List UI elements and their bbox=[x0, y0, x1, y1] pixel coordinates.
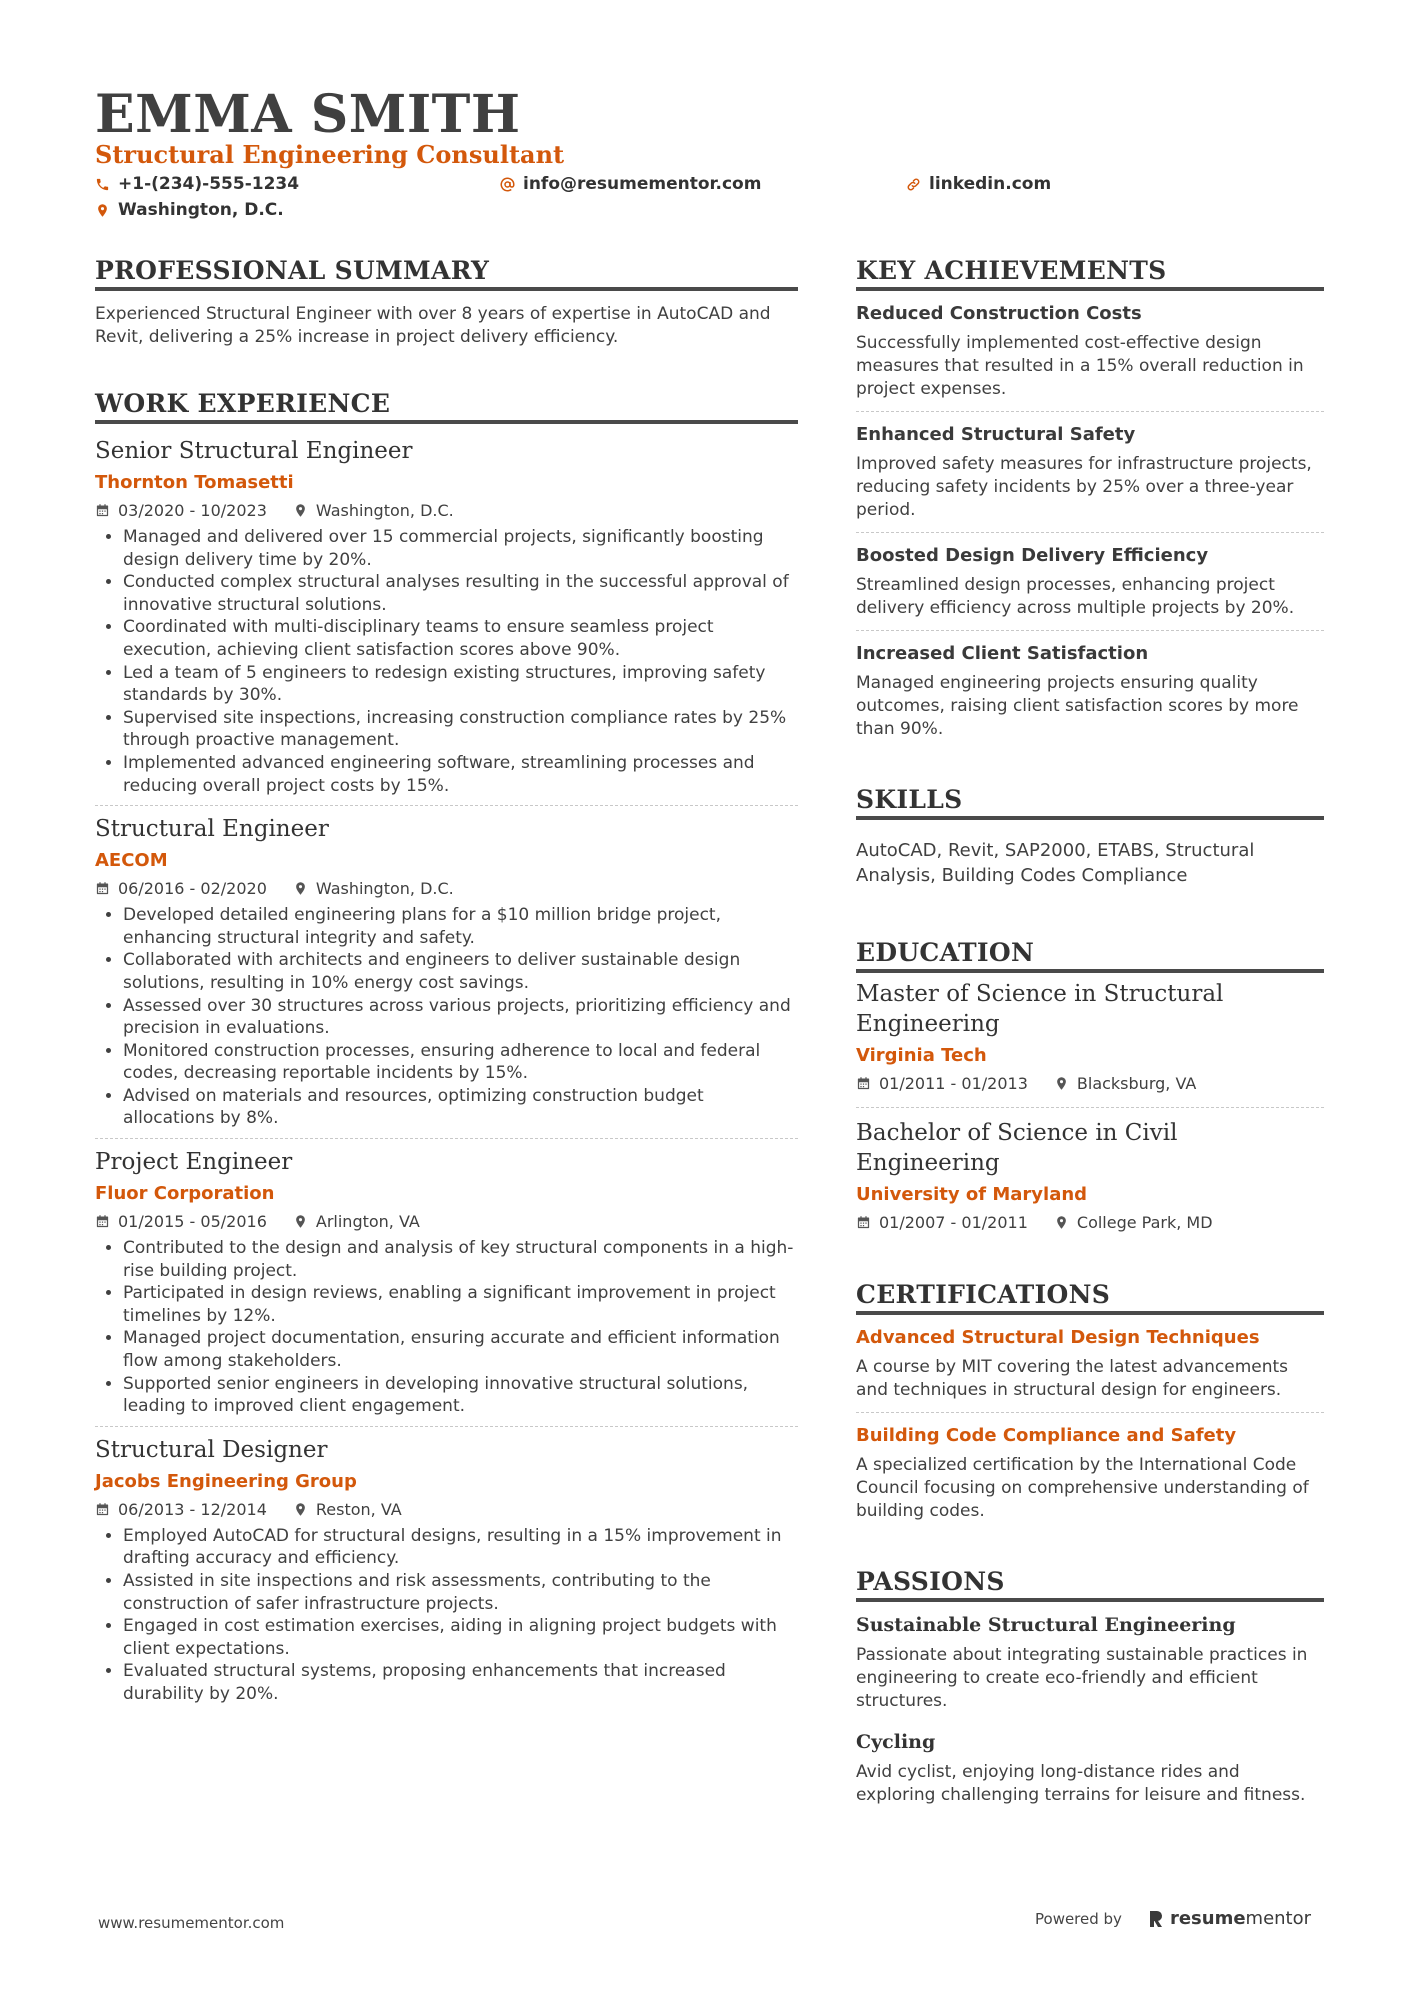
footer-powered bbox=[1035, 1908, 1311, 1929]
certification-title: Building Code Compliance and Safety bbox=[856, 1425, 1237, 1446]
education-degree: Bachelor of Science in Civil Engineering bbox=[856, 1120, 1178, 1176]
left-column bbox=[95, 256, 798, 1724]
job-dates bbox=[95, 1500, 267, 1519]
education-item bbox=[856, 1118, 1324, 1246]
location-pin-icon bbox=[293, 1214, 308, 1229]
job-bullet: • Supported senior engineers in developing innovative structural solutions, leading to improved client engagement. bbox=[123, 1373, 798, 1418]
job-title: Structural Designer bbox=[95, 1436, 328, 1463]
job-bullet: • Managed project documentation, ensuring accurate and efficient information flow among stakeholders. bbox=[123, 1327, 798, 1372]
right-column bbox=[856, 256, 1324, 1825]
location-pin-icon bbox=[293, 503, 308, 518]
brand-logo[interactable] bbox=[1148, 1908, 1311, 1929]
resumementor-logo-icon bbox=[1148, 1909, 1164, 1929]
at-icon bbox=[500, 177, 515, 192]
job-bullets bbox=[95, 1237, 798, 1418]
job-dates bbox=[95, 879, 267, 898]
job-title: Structural Engineer bbox=[95, 816, 329, 843]
job-bullet: • Assisted in site inspections and risk assessments, contributing to the construction of safer infrastructure projects. bbox=[123, 1570, 798, 1615]
job-location bbox=[293, 1212, 420, 1231]
experience-heading: WORK EXPERIENCE bbox=[95, 389, 798, 424]
education-school: Virginia Tech bbox=[856, 1045, 987, 1066]
job-bullets bbox=[95, 1525, 798, 1706]
education-location bbox=[1054, 1074, 1196, 1093]
job-bullets bbox=[95, 526, 798, 797]
job-bullet: • Collaborated with architects and engineers to deliver sustainable design solutions, resulting in 10% energy cost savings. bbox=[123, 949, 798, 994]
brand-bold: resume bbox=[1169, 1908, 1246, 1929]
job-meta bbox=[95, 879, 798, 898]
passion-item bbox=[856, 1731, 1324, 1807]
contact-location bbox=[95, 200, 284, 220]
calendar-icon bbox=[95, 503, 110, 518]
location-pin-icon bbox=[1054, 1215, 1069, 1230]
job-bullet: • Led a team of 5 engineers to redesign existing structures, improving safety standards by 30%. bbox=[123, 662, 798, 707]
job-bullet: • Managed and delivered over 15 commercial projects, significantly boosting design delivery time by 20%. bbox=[123, 526, 798, 571]
job-dates-text: 01/2015 - 05/2016 bbox=[118, 1212, 267, 1232]
calendar-icon bbox=[95, 1214, 110, 1229]
education-location-text: Blacksburg, VA bbox=[1076, 1074, 1197, 1093]
location-pin-icon bbox=[293, 1502, 308, 1517]
job-bullet: • Assessed over 30 structures across various projects, prioritizing efficiency and precision in evaluations. bbox=[123, 995, 798, 1040]
job-company: Thornton Tomasetti bbox=[95, 472, 294, 493]
job-company: Jacobs Engineering Group bbox=[95, 1470, 357, 1492]
job-entry bbox=[95, 1149, 798, 1427]
link-icon bbox=[906, 177, 921, 192]
job-company: Fluor Corporation bbox=[95, 1183, 275, 1205]
job-meta bbox=[95, 1500, 798, 1519]
achievement-item bbox=[856, 424, 1324, 533]
passion-title: Cycling bbox=[856, 1731, 936, 1753]
location-pin-icon bbox=[95, 203, 110, 218]
calendar-icon bbox=[95, 881, 110, 896]
achievement-title: Reduced Construction Costs bbox=[856, 303, 1142, 324]
job-dates bbox=[95, 1212, 267, 1231]
job-bullet: • Participated in design reviews, enabling a significant improvement in project timelines by 12%. bbox=[123, 1282, 798, 1327]
job-location-text: Reston, VA bbox=[315, 1499, 402, 1519]
contact-email[interactable] bbox=[500, 174, 761, 194]
certification-desc: A course by MIT covering the latest advancements and techniques in structural design for engineers. bbox=[856, 1357, 1289, 1400]
education-dates bbox=[856, 1213, 1028, 1232]
job-bullet: • Implemented advanced engineering software, streamlining processes and reducing overall project costs by 15%. bbox=[123, 752, 798, 797]
job-location-text: Arlington, VA bbox=[315, 1212, 420, 1232]
summary-section bbox=[95, 256, 798, 349]
summary-heading: PROFESSIONAL SUMMARY bbox=[95, 256, 798, 291]
summary-text: Experienced Structural Engineer with over 8 years of expertise in AutoCAD and Revit, delivering a 25% increase in project delivery efficiency. bbox=[95, 304, 771, 347]
job-bullet: • Supervised site inspections, increasing construction compliance rates by 25% through proactive management. bbox=[123, 707, 798, 752]
job-company: AECOM bbox=[95, 850, 168, 872]
skills-heading: SKILLS bbox=[856, 785, 1324, 820]
education-location bbox=[1054, 1213, 1213, 1232]
certification-desc: A specialized certification by the International Code Council focusing on comprehensive understanding of building codes. bbox=[856, 1455, 1309, 1521]
achievement-title: Increased Client Satisfaction bbox=[856, 643, 1149, 664]
certification-item bbox=[856, 1327, 1324, 1413]
phone-text: +1-(234)-555-1234 bbox=[118, 174, 300, 194]
location-pin-icon bbox=[293, 881, 308, 896]
education-heading: EDUCATION bbox=[856, 938, 1324, 973]
job-dates bbox=[95, 501, 267, 520]
experience-section bbox=[95, 389, 798, 1714]
education-dates-text: 01/2011 - 01/2013 bbox=[879, 1074, 1028, 1093]
location-pin-icon bbox=[1054, 1076, 1069, 1091]
job-title: Senior Structural Engineer bbox=[95, 438, 413, 464]
job-bullet: • Monitored construction processes, ensuring adherence to local and federal codes, decreasing reportable incidents by 15%. bbox=[123, 1040, 798, 1085]
education-degree: Master of Science in Structural Engineering bbox=[856, 981, 1224, 1037]
passion-desc: Passionate about integrating sustainable practices in engineering to create eco-friendly and efficient structures. bbox=[856, 1645, 1308, 1711]
achievement-item bbox=[856, 545, 1324, 631]
job-location bbox=[293, 879, 454, 898]
candidate-name: EMMA SMITH bbox=[95, 84, 521, 145]
achievement-title: Boosted Design Delivery Efficiency bbox=[856, 545, 1209, 566]
job-entry bbox=[95, 816, 798, 1139]
job-location bbox=[293, 1500, 402, 1519]
calendar-icon bbox=[95, 1502, 110, 1517]
achievements-heading: KEY ACHIEVEMENTS bbox=[856, 256, 1324, 291]
passion-item bbox=[856, 1614, 1324, 1713]
skills-section bbox=[856, 785, 1324, 888]
job-bullet: • Evaluated structural systems, proposing enhancements that increased durability by 20%. bbox=[123, 1660, 798, 1705]
job-bullet: • Coordinated with multi-disciplinary teams to ensure seamless project execution, achieving client satisfaction scores above 90%. bbox=[123, 616, 798, 661]
passion-title: Sustainable Structural Engineering bbox=[856, 1614, 1236, 1636]
passions-heading: PASSIONS bbox=[856, 1567, 1324, 1602]
email-text: info@resumementor.com bbox=[523, 174, 762, 194]
education-section bbox=[856, 938, 1324, 1246]
job-location-text: Washington, D.C. bbox=[315, 501, 454, 520]
phone-icon bbox=[95, 177, 110, 192]
footer-website[interactable]: www.resumementor.com bbox=[98, 1914, 285, 1932]
achievement-desc: Successfully implemented cost-effective design measures that resulted in a 15% overall reduction in project expenses. bbox=[856, 333, 1304, 399]
location-text: Washington, D.C. bbox=[118, 200, 284, 220]
achievement-desc: Improved safety measures for infrastructure projects, reducing safety incidents by 25% over a three-year period. bbox=[856, 454, 1312, 520]
calendar-icon bbox=[856, 1076, 871, 1091]
education-location-text: College Park, MD bbox=[1076, 1213, 1213, 1232]
certifications-section bbox=[856, 1280, 1324, 1533]
education-school: University of Maryland bbox=[856, 1184, 1088, 1205]
education-dates-text: 01/2007 - 01/2011 bbox=[879, 1213, 1028, 1232]
job-dates-text: 06/2016 - 02/2020 bbox=[118, 879, 267, 899]
achievement-item bbox=[856, 643, 1324, 751]
job-bullet: • Advised on materials and resources, optimizing construction budget allocations by 8%. bbox=[123, 1085, 798, 1130]
job-bullet: • Developed detailed engineering plans for a $10 million bridge project, enhancing structural integrity and safety. bbox=[123, 904, 798, 949]
achievement-title: Enhanced Structural Safety bbox=[856, 424, 1136, 445]
calendar-icon bbox=[856, 1215, 871, 1230]
job-dates-text: 03/2020 - 10/2023 bbox=[118, 501, 267, 520]
job-bullets bbox=[95, 904, 798, 1130]
passion-desc: Avid cyclist, enjoying long-distance rides and exploring challenging terrains for leisure and fitness. bbox=[856, 1762, 1306, 1805]
contact-phone[interactable] bbox=[95, 174, 299, 194]
achievement-item bbox=[856, 303, 1324, 412]
job-meta bbox=[95, 501, 798, 520]
achievements-section bbox=[856, 256, 1324, 751]
job-bullet: • Conducted complex structural analyses resulting in the successful approval of innovative structural solutions. bbox=[123, 571, 798, 616]
job-title: Project Engineer bbox=[95, 1149, 293, 1176]
job-meta bbox=[95, 1212, 798, 1231]
job-entry bbox=[95, 1437, 798, 1714]
contact-linkedin[interactable] bbox=[906, 174, 1051, 194]
job-bullet: • Employed AutoCAD for structural designs, resulting in a 15% improvement in drafting accuracy and efficiency. bbox=[123, 1525, 798, 1570]
skills-text: AutoCAD, Revit, SAP2000, ETABS, Structural Analysis, Building Codes Compliance bbox=[856, 840, 1255, 886]
job-dates-text: 06/2013 - 12/2014 bbox=[118, 1499, 267, 1519]
candidate-title: Structural Engineering Consultant bbox=[95, 140, 565, 169]
job-bullet: • Engaged in cost estimation exercises, aiding in aligning project budgets with client expectations. bbox=[123, 1615, 798, 1660]
brand-light: mentor bbox=[1245, 1908, 1312, 1929]
education-dates bbox=[856, 1074, 1028, 1093]
education-meta bbox=[856, 1213, 1324, 1232]
powered-by-text: Powered by bbox=[1035, 1909, 1122, 1928]
linkedin-text: linkedin.com bbox=[929, 174, 1052, 194]
job-location-text: Washington, D.C. bbox=[315, 879, 454, 899]
education-item bbox=[856, 979, 1324, 1108]
achievement-desc: Streamlined design processes, enhancing project delivery efficiency across multiple projects by 20%. bbox=[856, 575, 1295, 618]
achievement-desc: Managed engineering projects ensuring quality outcomes, raising client satisfaction scores by more than 90%. bbox=[856, 673, 1299, 739]
certification-item bbox=[856, 1425, 1324, 1533]
certification-title: Advanced Structural Design Techniques bbox=[856, 1327, 1260, 1348]
education-meta bbox=[856, 1074, 1324, 1093]
certifications-heading: CERTIFICATIONS bbox=[856, 1280, 1324, 1315]
job-bullet: • Contributed to the design and analysis of key structural components in a high-rise building project. bbox=[123, 1237, 798, 1282]
job-location bbox=[293, 501, 454, 520]
passions-section bbox=[856, 1567, 1324, 1807]
job-entry bbox=[95, 438, 798, 806]
